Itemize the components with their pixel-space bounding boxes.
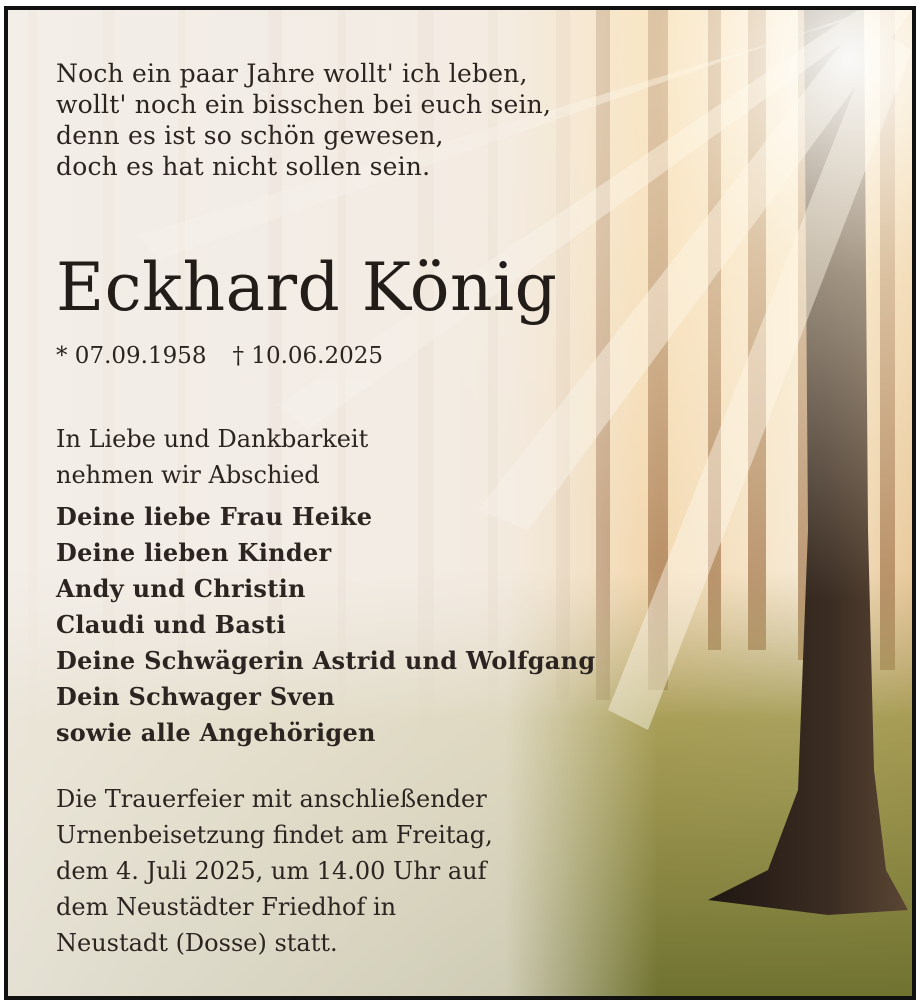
obituary-notice (4, 6, 916, 1000)
deceased-name: Eckhard König (56, 249, 558, 326)
poem-line: doch es hat nicht sollen sein. (56, 152, 431, 181)
mourner-line: Dein Schwager Sven (56, 682, 336, 711)
mourner-line: Deine liebe Frau Heike (56, 502, 373, 531)
notice-text (56, 10, 912, 996)
ceremony-line: Neustadt (Dosse) statt. (56, 929, 338, 957)
mourner-line: Claudi und Basti (56, 610, 286, 639)
mourner-line: Deine Schwägerin Astrid und Wolfgang (56, 646, 596, 675)
poem-line: wollt' noch ein bisschen bei euch sein, (56, 90, 552, 119)
ceremony-line: Die Trauerfeier mit anschließender (56, 785, 487, 813)
ceremony-line: dem Neustädter Friedhof in (56, 893, 397, 921)
farewell-intro (56, 421, 368, 493)
mourner-line: sowie alle Angehörigen (56, 718, 376, 747)
poem (56, 58, 551, 182)
mourner-line: Deine lieben Kinder (56, 538, 332, 567)
ceremony-line: Urnenbeisetzung findet am Freitag, (56, 821, 493, 849)
poem-line: Noch ein paar Jahre wollt' ich leben, (56, 59, 528, 88)
death-date: † 10.06.2025 (232, 343, 383, 369)
intro-line: nehmen wir Abschied (56, 461, 320, 489)
poem-line: denn es ist so schön gewesen, (56, 121, 444, 150)
life-dates (56, 341, 383, 371)
ceremony-line: dem 4. Juli 2025, um 14.00 Uhr auf (56, 857, 487, 885)
mourners-list (56, 499, 595, 751)
intro-line: In Liebe und Dankbarkeit (56, 425, 369, 453)
ceremony-info (56, 781, 493, 961)
mourner-line: Andy und Christin (56, 574, 306, 603)
birth-date: * 07.09.1958 (56, 343, 207, 369)
